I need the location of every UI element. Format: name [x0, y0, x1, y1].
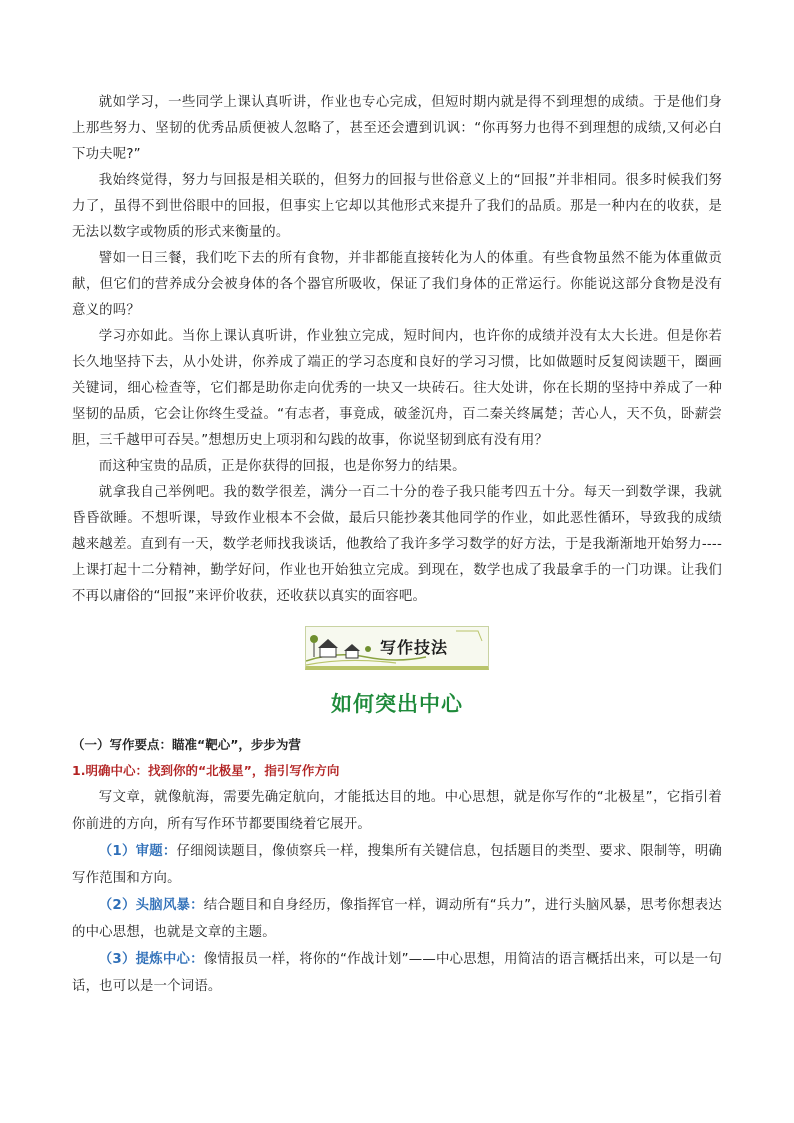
part1-heading: （一）写作要点：瞄准“靶心”，步步为营: [72, 737, 301, 752]
step-1-label: （1）审题：: [98, 844, 177, 859]
step-1: [72, 838, 722, 892]
step-3: [72, 946, 722, 1000]
step-3-label: （3）提炼中心：: [98, 952, 204, 967]
section-title: 如何突出中心: [331, 692, 463, 716]
paragraph-2: 我始终觉得，努力与回报是相关联的，但努力的回报与世俗意义上的“回报”并非相同。很多时候我们努力了，虽得不到世俗眼中的回报，但事实上它却以其他形式来提升了我们的品质。那是一种内在的收获，是无法以数字或物质的形式来衡量的。: [72, 173, 722, 240]
content-area: [72, 90, 722, 1000]
step-2-label: （2）头脑风暴：: [98, 898, 204, 913]
step-3-text: 像情报员一样，将你的“作战计划”——中心思想，用简洁的语言概括出来，可以是一句话，也可以是一个词语。: [72, 952, 723, 994]
paragraph-5: 而这种宝贵的品质，正是你获得的回报，也是你努力的结果。: [98, 459, 466, 474]
writing-technique-banner: [305, 626, 489, 670]
paragraph-6: 就拿我自己举例吧。我的数学很差，满分一百二十分的卷子我只能考四五十分。每天一到数学课，我就昏昏欲睡。不想听课，导致作业根本不会做，最后只能抄袭其他同学的作业，如此恶性循环，导致我的成绩越来越差。直到有一天，数学老师找我谈话，他教给了我许多学习数学的好方法，于是我渐渐地开始努力----上课打起十二分精神，勤学好问，作业也开始独立完成。到现在，数学也成了我最拿手的一门功课。让我们不再以庸俗的“回报”来评价收获，还收获以真实的面容吧。: [72, 485, 722, 604]
step-2: [72, 892, 722, 946]
paragraph-4: 学习亦如此。当你上课认真听讲，作业独立完成，短时间内，也许你的成绩并没有太大长进。但是你若长久地坚持下去，从小处讲，你养成了端正的学习态度和良好的学习习惯，比如做题时反复阅读题干，圈画关键词，细心检查等，它们都是助你走向优秀的一块又一块砖石。往大处讲，你在长期的坚持中养成了一种坚韧的品质，它会让你终生受益。“有志者，事竟成，破釜沉舟，百二秦关终属楚；苦心人，天不负，卧薪尝胆，三千越甲可吞吴。”想想历史上项羽和勾践的故事，你说坚韧到底有没有用？: [72, 329, 722, 448]
paragraph-3: 譬如一日三餐，我们吃下去的所有食物，并非都能直接转化为人的体重。有些食物虽然不能为体重做贡献，但它们的营养成分会被身体的各个器官所吸收，保证了我们身体的正常运行。你能说这部分食物是没有意义的吗？: [72, 251, 722, 318]
paragraph-1: 就如学习，一些同学上课认真听讲，作业也专心完成，但短时期内就是得不到理想的成绩。于是他们身上那些努力、坚韧的优秀品质便被人忽略了，甚至还会遭到讥讽：“你再努力也得不到理想的成绩,又何必白下功夫呢?”: [72, 95, 722, 162]
step-2-text: 结合题目和自身经历，像指挥官一样，调动所有“兵力”，进行头脑风暴，思考你想表达的中心思想，也就是文章的主题。: [72, 898, 723, 940]
banner-wrapper: [72, 626, 722, 670]
point1-text: 写文章，就像航海，需要先确定航向，才能抵达目的地。中心思想，就是你写作的“北极星”，它指引着你前进的方向，所有写作环节都要围绕着它展开。: [72, 790, 722, 832]
point1-heading: 1.明确中心：找到你的“北极星”，指引写作方向: [72, 763, 340, 778]
step-1-text: 仔细阅读题目，像侦察兵一样，搜集所有关键信息，包括题目的类型、要求、限制等，明确写作范围和方向。: [72, 844, 722, 886]
banner-title: 写作技法: [379, 638, 448, 657]
